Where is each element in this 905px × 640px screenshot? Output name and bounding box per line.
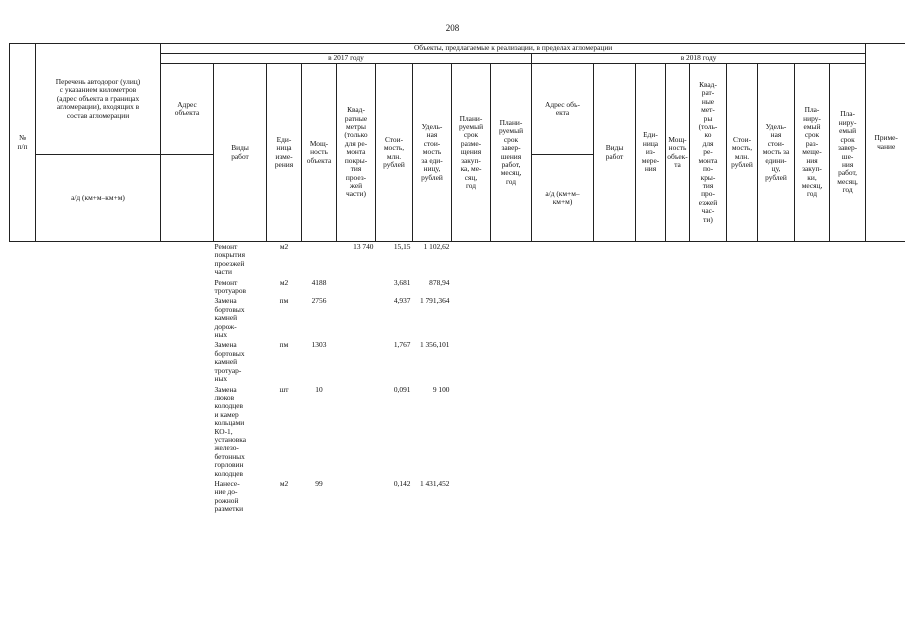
header-cost-2017: Стои- мость, млн. рублей: [376, 64, 413, 242]
cell-empty: [830, 384, 866, 478]
cell-empty: [594, 295, 636, 339]
cell-empty: [10, 478, 36, 514]
cell-empty: [666, 277, 690, 296]
cell-empty: [594, 277, 636, 296]
cell-empty: [161, 384, 214, 478]
cell-empty: [161, 295, 214, 339]
cell-empty: [758, 295, 795, 339]
cell-empty: [795, 295, 830, 339]
cell-empty: [532, 339, 594, 383]
cell-unit-cost: 878,94: [429, 277, 450, 287]
table-row: [10, 242, 905, 277]
cell-empty: [690, 478, 727, 514]
cell-empty: [452, 242, 491, 277]
cell-empty: [452, 277, 491, 296]
cell-sqm: [337, 277, 376, 296]
cell-empty: [795, 339, 830, 383]
cell-empty: [866, 295, 905, 339]
cell-empty: [758, 242, 795, 277]
cell-empty: [161, 277, 214, 296]
cell-empty: [727, 277, 758, 296]
cell-capacity: 10: [315, 384, 323, 394]
cell-sqm: [337, 478, 376, 514]
table-row: [10, 478, 905, 514]
cell-empty: [636, 242, 666, 277]
table-row: [10, 384, 905, 478]
header-year-2017: в 2017 году: [161, 54, 532, 64]
cell-sqm: [337, 295, 376, 339]
cell-unit-cost: 1 356,101: [419, 340, 450, 350]
page-number: 208: [445, 23, 460, 33]
cell-empty: [830, 478, 866, 514]
cell-empty: [161, 478, 214, 514]
cell-sqm: [337, 339, 376, 383]
cell-empty: [727, 295, 758, 339]
cell-capacity: 99: [315, 478, 323, 488]
cell-empty: [758, 384, 795, 478]
cell-empty: [10, 295, 36, 339]
cell-cost: 0,091: [393, 384, 411, 394]
cell-unit: м2: [279, 478, 289, 488]
table-row: [10, 295, 905, 339]
cell-empty: [690, 339, 727, 383]
header-unit-2018: Еди- ница из- мере- ния: [636, 64, 666, 242]
cell-empty: [532, 277, 594, 296]
cell-work-type: Ремонт тротуаров: [214, 277, 247, 296]
cell-empty: [758, 277, 795, 296]
cell-empty: [758, 339, 795, 383]
cell-unit-cost: 1 102,62: [423, 242, 450, 251]
cell-empty: [36, 339, 161, 383]
cell-empty: [727, 478, 758, 514]
header-address-2017-ad: [161, 155, 214, 242]
cell-empty: [795, 277, 830, 296]
cell-cost: 15,15: [393, 242, 411, 251]
cell-empty: [10, 242, 36, 277]
cell-empty: [594, 242, 636, 277]
cell-empty: [830, 242, 866, 277]
cell-empty: [594, 478, 636, 514]
header-capacity-2017: Мощ- ность объекта: [302, 64, 337, 242]
cell-empty: [866, 478, 905, 514]
cell-empty: [666, 242, 690, 277]
header-work-types-2017: Виды работ: [214, 64, 267, 242]
cell-empty: [830, 277, 866, 296]
header-num: № п/п: [10, 44, 36, 242]
header-road-list: Перечень автодорог (улиц) с указанием километров (адрес объекта в границах агломерации), входящих в состав агломерации: [36, 44, 161, 155]
cell-empty: [161, 339, 214, 383]
cell-cost: 1,767: [393, 340, 411, 350]
cell-unit-cost: 9 100: [432, 384, 450, 394]
header-road-ad: а/д (км+м–км+м): [36, 155, 161, 242]
cell-unit-cost: 1 791,364: [419, 296, 450, 306]
cell-sqm: [337, 384, 376, 478]
cell-empty: [636, 277, 666, 296]
cell-cost: 3,681: [393, 277, 411, 287]
cell-empty: [10, 384, 36, 478]
cell-empty: [666, 384, 690, 478]
cell-empty: [10, 277, 36, 296]
cell-empty: [795, 384, 830, 478]
header-plan-procurement-2017: Плани- руемый срок разме- щения закуп- ка, ме- сяц, год: [452, 64, 491, 242]
cell-empty: [36, 242, 161, 277]
cell-empty: [636, 295, 666, 339]
cell-work-type: Замена бортовых камней тротуар- ных: [214, 340, 245, 384]
table-row: [10, 339, 905, 383]
cell-unit: пм: [279, 296, 289, 306]
cell-empty: [532, 384, 594, 478]
cell-empty: [830, 339, 866, 383]
header-capacity-2018: Мощ- ность объек- та: [666, 64, 690, 242]
cell-empty: [594, 339, 636, 383]
cell-unit-cost: 1 431,452: [419, 478, 450, 488]
header-unit-2017: Еди- ница изме- рения: [267, 64, 302, 242]
cell-capacity: 1303: [311, 340, 327, 350]
cell-empty: [727, 384, 758, 478]
cell-empty: [866, 242, 905, 277]
table-header: [10, 44, 905, 242]
header-unit-cost-2018: Удель- ная стои- мость за едини- цу, рублей: [758, 64, 795, 242]
cell-work-type: Ремонт покрытия проезжей части: [214, 242, 245, 277]
cell-empty: [727, 242, 758, 277]
road-objects-table: [9, 43, 905, 514]
cell-empty: [866, 277, 905, 296]
cell-empty: [532, 242, 594, 277]
cell-work-type: Замена бортовых камней дорож- ных: [214, 296, 245, 340]
table-body: [10, 242, 905, 514]
cell-empty: [36, 295, 161, 339]
header-unit-cost-2017: Удель- ная стои- мость за еди- ницу, рублей: [413, 64, 452, 242]
cell-empty: [491, 478, 532, 514]
cell-empty: [594, 384, 636, 478]
cell-empty: [666, 295, 690, 339]
cell-empty: [690, 384, 727, 478]
cell-cost: 0,142: [393, 478, 411, 488]
cell-empty: [795, 478, 830, 514]
cell-empty: [36, 384, 161, 478]
cell-empty: [690, 242, 727, 277]
cell-empty: [666, 478, 690, 514]
header-plan-completion-2017: Плани- руемый срок завер- шения работ, месяц, год: [491, 64, 532, 242]
cell-empty: [666, 339, 690, 383]
header-address-2017: Адрес объекта: [161, 64, 214, 155]
cell-capacity: 4188: [311, 277, 327, 287]
header-year-2018: в 2018 году: [532, 54, 866, 64]
cell-cost: 4,937: [393, 296, 411, 306]
header-sqm-2018: Квад- рат- ные мет- ры (толь- ко для ре- монта по- кры- тия про- езжей час- ти): [690, 64, 727, 242]
header-plan-procurement-2018: Пла- ниру- емый срок раз- меще- ния закуп- ки, месяц, год: [795, 64, 830, 242]
cell-capacity: [302, 242, 337, 277]
cell-empty: [10, 339, 36, 383]
cell-empty: [532, 295, 594, 339]
cell-empty: [830, 295, 866, 339]
header-plan-completion-2018: Пла- ниру- емый срок завер- ше- ния работ, месяц, год: [830, 64, 866, 242]
header-work-types-2018: Виды работ: [594, 64, 636, 242]
cell-empty: [727, 339, 758, 383]
header-objects-title: Объекты, предлагаемые к реализации, в пределах агломерации: [161, 44, 866, 54]
header-address-2018: Адрес объ- екта: [532, 64, 594, 155]
cell-empty: [795, 242, 830, 277]
cell-unit: шт: [279, 384, 289, 394]
table-row: [10, 277, 905, 296]
cell-empty: [491, 277, 532, 296]
cell-empty: [491, 384, 532, 478]
header-sqm-2017: Квад- ратные метры (только для ре- монта покры- тия проез- жей части): [337, 64, 376, 242]
cell-empty: [491, 339, 532, 383]
cell-sqm: 13 740: [353, 242, 374, 251]
cell-work-type: Нанесе- ние до- рожной разметки: [214, 478, 244, 514]
cell-capacity: 2756: [311, 296, 327, 306]
cell-empty: [452, 384, 491, 478]
cell-empty: [452, 478, 491, 514]
cell-empty: [36, 478, 161, 514]
cell-empty: [758, 478, 795, 514]
cell-empty: [532, 478, 594, 514]
cell-empty: [452, 339, 491, 383]
header-address-2018-ad: а/д (км+м– км+м): [532, 155, 594, 242]
cell-empty: [866, 339, 905, 383]
cell-empty: [36, 277, 161, 296]
cell-unit: м2: [279, 277, 289, 287]
cell-empty: [491, 242, 532, 277]
cell-unit: пм: [279, 340, 289, 350]
cell-empty: [491, 295, 532, 339]
header-note: Приме- чание: [866, 44, 905, 242]
cell-empty: [690, 277, 727, 296]
cell-empty: [636, 384, 666, 478]
cell-empty: [636, 339, 666, 383]
cell-empty: [690, 295, 727, 339]
cell-empty: [161, 242, 214, 277]
cell-empty: [866, 384, 905, 478]
cell-work-type: Замена люков колодцев и камер кольцами КО-1, установка железо- бетонных горловин колодцев: [214, 384, 246, 478]
cell-empty: [636, 478, 666, 514]
header-cost-2018: Стои- мость, млн. рублей: [727, 64, 758, 242]
cell-empty: [452, 295, 491, 339]
cell-unit: м2: [279, 242, 289, 251]
